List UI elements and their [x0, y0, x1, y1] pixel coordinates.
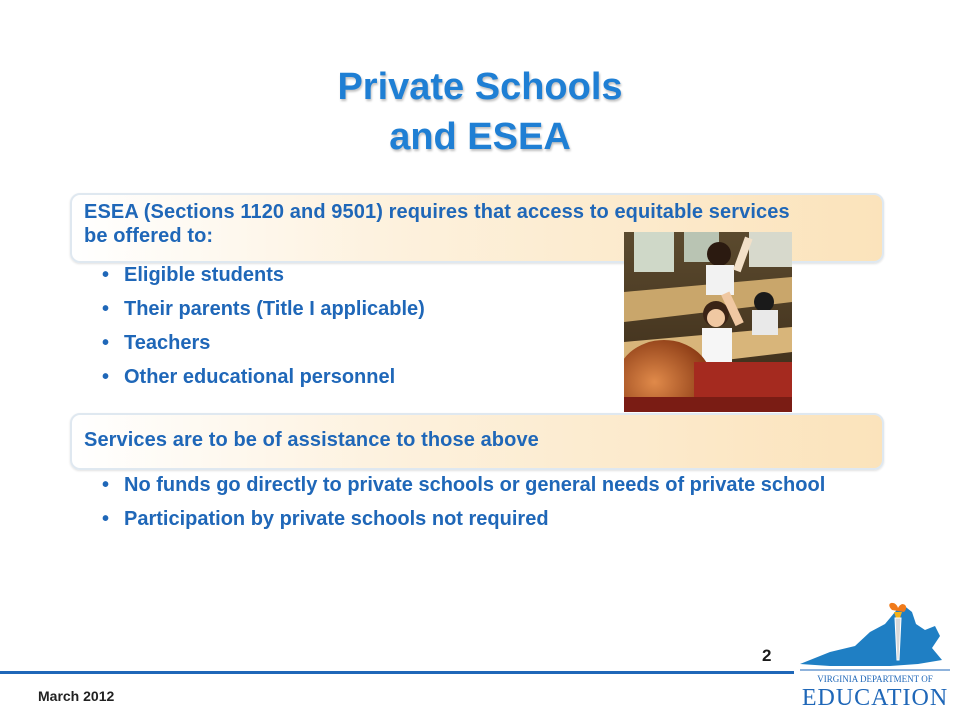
list-item: • Eligible students [100, 264, 860, 287]
title-line-2: and ESEA [389, 116, 571, 158]
list-item: • Their parents (Title I applicable) [100, 298, 860, 321]
classroom-photo [624, 232, 792, 412]
footer-date: March 2012 [38, 688, 115, 704]
section-1-heading: ESEA (Sections 1120 and 9501) requires that access to equitable services be offered to: [84, 201, 790, 247]
section-2-heading: Services are to be of assistance to those above [84, 429, 539, 451]
slide-title [0, 62, 960, 162]
list-item: • Other educational personnel [100, 366, 860, 389]
list-item: • Teachers [100, 332, 860, 355]
virginia-department-of-education-logo [800, 602, 950, 712]
section-2-bullet-list [100, 474, 860, 542]
list-item: • No funds go directly to private schools or general needs of private school [100, 474, 860, 497]
page-number: 2 [762, 646, 772, 665]
title-line-1: Private Schools [337, 66, 623, 108]
logo-text-line-1: VIRGINIA DEPARTMENT OF [817, 674, 933, 684]
logo-text-line-2: EDUCATION [801, 685, 949, 711]
list-item: • Participation by private schools not required [100, 508, 860, 531]
footer-divider [0, 671, 794, 674]
